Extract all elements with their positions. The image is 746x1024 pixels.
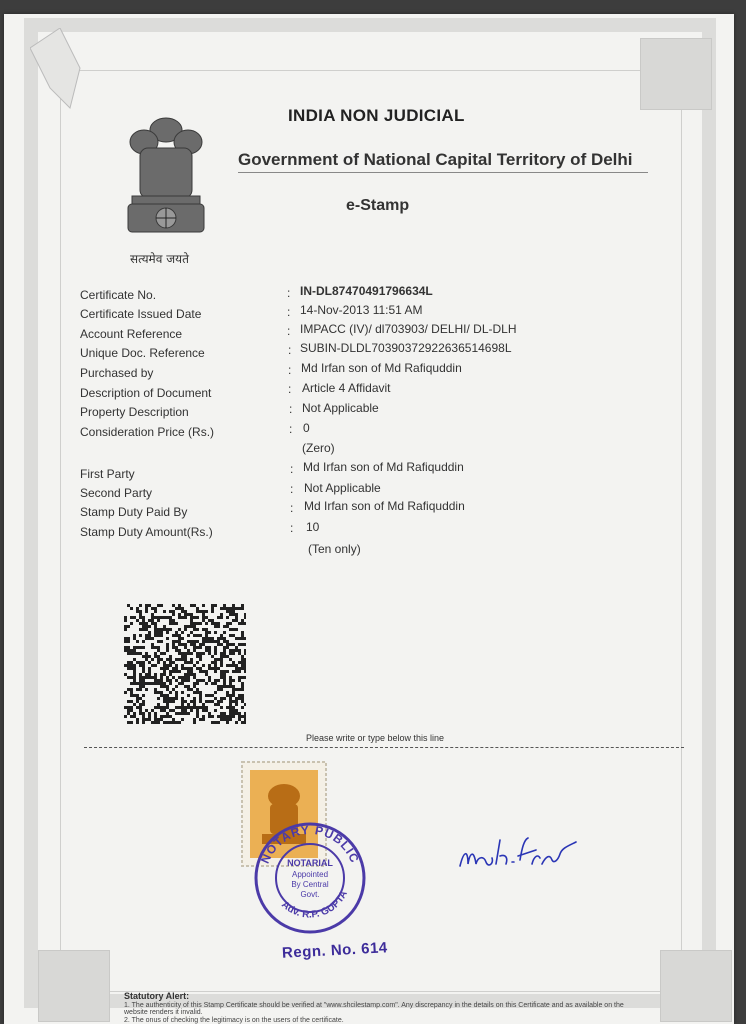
value-issued-date: 14-Nov-2013 11:51 AM: [300, 303, 423, 317]
registration-number: Regn. No. 614: [281, 939, 389, 962]
label-account-reference: Account Reference: [80, 327, 183, 341]
colon: :: [290, 482, 294, 496]
label-stamp-duty-paid-by: Stamp Duty Paid By: [80, 505, 188, 519]
seal-center-2: Appointed: [291, 870, 329, 879]
barcode-2d-icon: [124, 604, 246, 724]
value-stamp-duty-amount: 10: [306, 520, 320, 534]
label-description-of-document: Description of Document: [80, 386, 212, 400]
title-underline: [238, 172, 648, 173]
label-second-party: Second Party: [80, 486, 153, 500]
title-government: Government of National Capital Territory of Delhi: [238, 150, 633, 169]
seal-center-1: NOTARIAL: [287, 858, 333, 868]
value-description-of-document: Article 4 Affidavit: [302, 381, 391, 395]
value-unique-doc-reference: SUBIN-DLDL70390372922636514698L: [300, 341, 512, 355]
seal-bottom-text: Adv. R.P. GUPTA: [279, 889, 350, 921]
colon: :: [288, 363, 292, 377]
national-emblem-icon: [118, 112, 214, 252]
label-issued-date: Certificate Issued Date: [80, 307, 202, 321]
label-unique-doc-reference: Unique Doc. Reference: [80, 346, 205, 360]
torn-corner-icon: [30, 28, 90, 118]
value-consideration-price-words: (Zero): [302, 441, 335, 455]
colon: :: [287, 305, 291, 319]
colon: :: [288, 343, 292, 357]
value-stamp-duty-amount-words: (Ten only): [308, 542, 361, 556]
value-second-party: Not Applicable: [304, 481, 381, 495]
colon: :: [287, 286, 291, 300]
seal-center-4: Govt.: [300, 890, 320, 899]
label-stamp-duty-amount: Stamp Duty Amount(Rs.): [80, 525, 213, 539]
colon: :: [289, 402, 293, 416]
colon: :: [290, 462, 294, 476]
seal-top-text: NOTARY PUBLIC: [257, 822, 363, 866]
value-first-party: Md Irfan son of Md Rafiquddin: [303, 460, 464, 474]
value-stamp-duty-paid-by: Md Irfan son of Md Rafiquddin: [304, 499, 465, 513]
write-below-note: Please write or type below this line: [306, 733, 445, 743]
value-account-reference: IMPACC (IV)/ dl703903/ DELHI/ DL-DLH: [300, 322, 517, 336]
statutory-alert-item-1: 1. The authenticity of this Stamp Certificate should be verified at "www.shcilestamp.com". Any discrepancy in the details on this Certificate and as available on the website renders it invalid.: [124, 1002, 624, 1016]
value-certificate-no: IN-DL87470491796634L: [300, 284, 433, 298]
statutory-alert-title: Statutory Alert:: [124, 991, 190, 1001]
corner-ornament-top-right: [640, 38, 712, 110]
value-purchased-by: Md Irfan son of Md Rafiquddin: [301, 361, 462, 375]
corner-ornament-bottom-left: [38, 950, 110, 1022]
statutory-alert-item-2: 2. The onus of checking the legitimacy is on the users of the certificate.: [124, 1017, 344, 1024]
colon: :: [290, 521, 294, 535]
colon: :: [288, 382, 292, 396]
label-purchased-by: Purchased by: [80, 366, 154, 380]
label-first-party: First Party: [80, 467, 135, 481]
motto: सत्यमेव जयते: [130, 252, 189, 266]
colon: :: [289, 422, 293, 436]
title-e-stamp: e-Stamp: [346, 197, 410, 214]
label-consideration-price: Consideration Price (Rs.): [80, 425, 215, 439]
value-consideration-price: 0: [303, 421, 310, 435]
write-below-line: [84, 747, 684, 748]
signature-icon: [456, 820, 580, 876]
label-certificate-no: Certificate No.: [80, 288, 157, 302]
colon: :: [287, 324, 291, 338]
title-india-non-judicial: INDIA NON JUDICIAL: [288, 106, 465, 125]
colon: :: [290, 501, 294, 515]
seal-center-3: By Central: [291, 880, 329, 889]
value-property-description: Not Applicable: [302, 401, 379, 415]
label-property-description: Property Description: [80, 405, 189, 419]
corner-ornament-bottom-right: [660, 950, 732, 1022]
notary-seal-icon: [252, 820, 368, 936]
